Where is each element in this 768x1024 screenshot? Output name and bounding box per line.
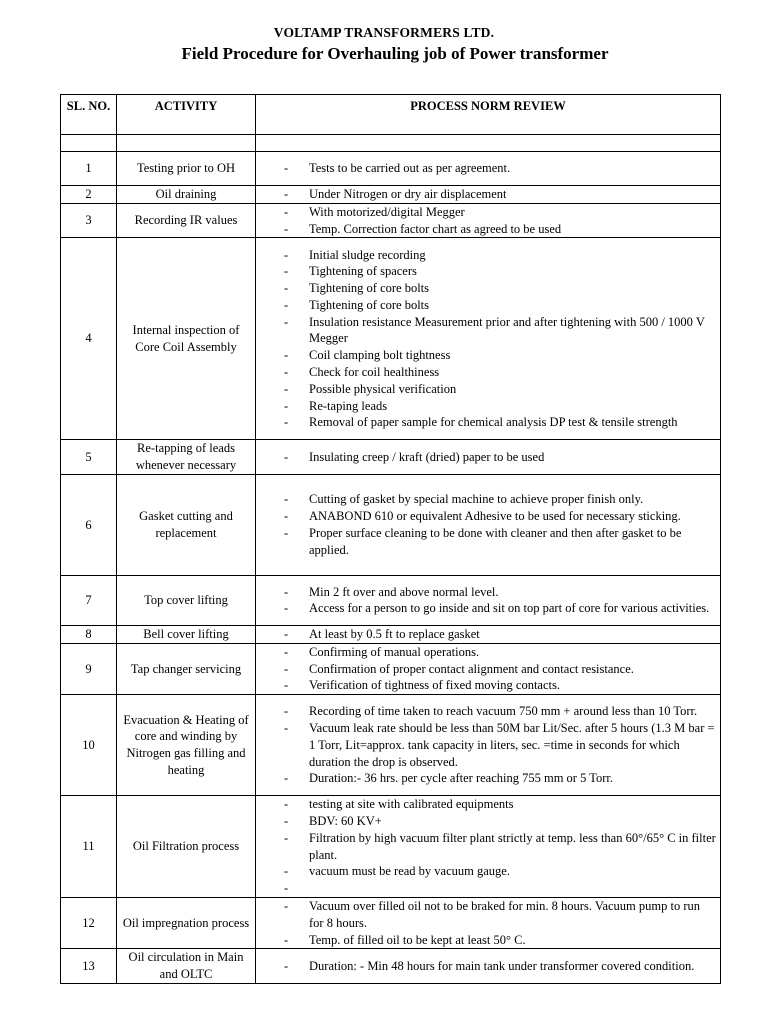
process-norm-item: - Coil clamping bolt tightness (284, 347, 716, 364)
process-norm-item: - BDV: 60 KV+ (284, 813, 716, 830)
activity-cell: Oil Filtration process (117, 796, 256, 898)
table-row (61, 796, 721, 898)
process-norm-cell (256, 186, 721, 204)
sl-no-cell: 1 (61, 152, 117, 186)
process-norm-item: - Insulating creep / kraft (dried) paper to be used (284, 449, 716, 466)
activity-cell: Re-tapping of leads whenever necessary (117, 440, 256, 475)
process-norm-item: - testing at site with calibrated equipments (284, 796, 716, 813)
table-row (61, 238, 721, 440)
activity-cell: Testing prior to OH (117, 152, 256, 186)
sl-no-cell: 13 (61, 949, 117, 984)
document-title: Field Procedure for Overhauling job of Power transformer (181, 44, 609, 63)
process-norm-list (284, 644, 716, 694)
process-norm-item: - With motorized/digital Megger (284, 204, 716, 221)
table-row (61, 575, 721, 625)
table-row (61, 474, 721, 575)
table-header-row (61, 95, 721, 135)
process-norm-item: - Confirming of manual operations. (284, 644, 716, 661)
process-norm-item: - Possible physical verification (284, 381, 716, 398)
process-norm-cell (256, 238, 721, 440)
process-norm-cell (256, 203, 721, 238)
blank-cell (61, 135, 117, 152)
process-norm-item: - Removal of paper sample for chemical analysis DP test & tensile strength (284, 414, 716, 431)
process-norm-item: - At least by 0.5 ft to replace gasket (284, 626, 716, 643)
sl-no-cell: 2 (61, 186, 117, 204)
process-norm-list (284, 186, 716, 203)
table-row (61, 949, 721, 984)
process-norm-item: - Vacuum over filled oil not to be braked for min. 8 hours. Vacuum pump to run for 8 hours. (284, 898, 716, 932)
table-row (61, 152, 721, 186)
procedure-table (60, 94, 721, 984)
process-norm-item: - Temp. of filled oil to be kept at least 50° C. (284, 932, 716, 949)
activity-cell: Recording IR values (117, 203, 256, 238)
sl-no-cell: 7 (61, 575, 117, 625)
process-norm-cell (256, 152, 721, 186)
process-norm-item: - ANABOND 610 or equivalent Adhesive to be used for necessary sticking. (284, 508, 716, 525)
activity-cell: Top cover lifting (117, 575, 256, 625)
process-norm-cell (256, 440, 721, 475)
table-row (61, 186, 721, 204)
process-norm-item: - Min 2 ft over and above normal level. (284, 584, 716, 601)
process-norm-item: - Duration:- 36 hrs. per cycle after reaching 755 mm or 5 Torr. (284, 770, 716, 787)
process-norm-cell (256, 625, 721, 643)
process-norm-item: - Tightening of core bolts (284, 280, 716, 297)
process-norm-cell (256, 796, 721, 898)
table-row (61, 625, 721, 643)
activity-cell: Internal inspection of Core Coil Assembly (117, 238, 256, 440)
table-row (61, 897, 721, 948)
process-norm-item: - Tightening of core bolts (284, 297, 716, 314)
process-norm-item: - Check for coil healthiness (284, 364, 716, 381)
sl-no-cell: 12 (61, 897, 117, 948)
process-norm-cell (256, 575, 721, 625)
table-row (61, 643, 721, 694)
process-norm-list (284, 449, 716, 466)
sl-no-cell: 10 (61, 695, 117, 796)
column-header-process-norm-review: PROCESS NORM REVIEW (256, 95, 721, 135)
activity-cell: Oil impregnation process (117, 897, 256, 948)
blank-cell (117, 135, 256, 152)
process-norm-list (284, 491, 716, 558)
process-norm-item: - Recording of time taken to reach vacuum 750 mm + around less than 10 Torr. (284, 703, 716, 720)
process-norm-cell (256, 949, 721, 984)
activity-cell: Tap changer servicing (117, 643, 256, 694)
sl-no-cell: 9 (61, 643, 117, 694)
process-norm-list (284, 247, 716, 432)
company-name: VOLTAMP TRANSFORMERS LTD. (273, 25, 495, 40)
process-norm-list (284, 958, 716, 975)
process-norm-cell (256, 695, 721, 796)
activity-cell: Bell cover lifting (117, 625, 256, 643)
process-norm-cell (256, 897, 721, 948)
activity-cell: Oil circulation in Main and OLTC (117, 949, 256, 984)
sl-no-cell: 4 (61, 238, 117, 440)
process-norm-list (284, 703, 716, 787)
process-norm-item: - vacuum must be read by vacuum gauge. (284, 863, 716, 880)
process-norm-item: - Proper surface cleaning to be done with cleaner and then after gasket to be applied. (284, 525, 716, 559)
process-norm-item: - Confirmation of proper contact alignment and contact resistance. (284, 661, 716, 678)
sl-no-cell: 6 (61, 474, 117, 575)
process-norm-item: - Filtration by high vacuum filter plant strictly at temp. less than 60°/65° C in filter plant. (284, 830, 716, 864)
process-norm-item: - Re-taping leads (284, 398, 716, 415)
process-norm-list (284, 584, 716, 618)
table-row (61, 695, 721, 796)
process-norm-cell (256, 474, 721, 575)
sl-no-cell: 11 (61, 796, 117, 898)
process-norm-item: - Temp. Correction factor chart as agreed to be used (284, 221, 716, 238)
process-norm-item: - Tests to be carried out as per agreement. (284, 160, 716, 177)
process-norm-item (284, 880, 716, 897)
activity-cell: Oil draining (117, 186, 256, 204)
column-header-activity: ACTIVITY (117, 95, 256, 135)
process-norm-item: - Insulation resistance Measurement prior and after tightening with 500 / 1000 V Megger (284, 314, 716, 348)
process-norm-item: - Cutting of gasket by special machine to achieve proper finish only. (284, 491, 716, 508)
process-norm-list (284, 626, 716, 643)
process-norm-item: - Under Nitrogen or dry air displacement (284, 186, 716, 203)
process-norm-item: - Tightening of spacers (284, 263, 716, 280)
sl-no-cell: 3 (61, 203, 117, 238)
blank-cell (256, 135, 721, 152)
table-body (61, 152, 721, 984)
blank-spacer-row (61, 135, 721, 152)
process-norm-list (284, 898, 716, 948)
column-header-sl-no: SL. NO. (61, 95, 117, 135)
activity-cell: Evacuation & Heating of core and winding by Nitrogen gas filling and heating (117, 695, 256, 796)
process-norm-item: - Access for a person to go inside and sit on top part of core for various activities. (284, 600, 716, 617)
process-norm-cell (256, 643, 721, 694)
process-norm-item: - Verification of tightness of fixed moving contacts. (284, 677, 716, 694)
process-norm-item: - Initial sludge recording (284, 247, 716, 264)
table-row (61, 440, 721, 475)
process-norm-list (284, 204, 716, 238)
process-norm-list (284, 796, 716, 897)
table-row (61, 203, 721, 238)
process-norm-item: - Duration: - Min 48 hours for main tank under transformer covered condition. (284, 958, 716, 975)
process-norm-list (284, 160, 716, 177)
sl-no-cell: 5 (61, 440, 117, 475)
process-norm-item: - Vacuum leak rate should be less than 50M bar Lit/Sec. after 5 hours (1.3 M bar = 1 Torr, Lit=approx. tank capacity in liters, sec. =time in seconds for which duration the drop is observed. (284, 720, 716, 770)
sl-no-cell: 8 (61, 625, 117, 643)
activity-cell: Gasket cutting and replacement (117, 474, 256, 575)
